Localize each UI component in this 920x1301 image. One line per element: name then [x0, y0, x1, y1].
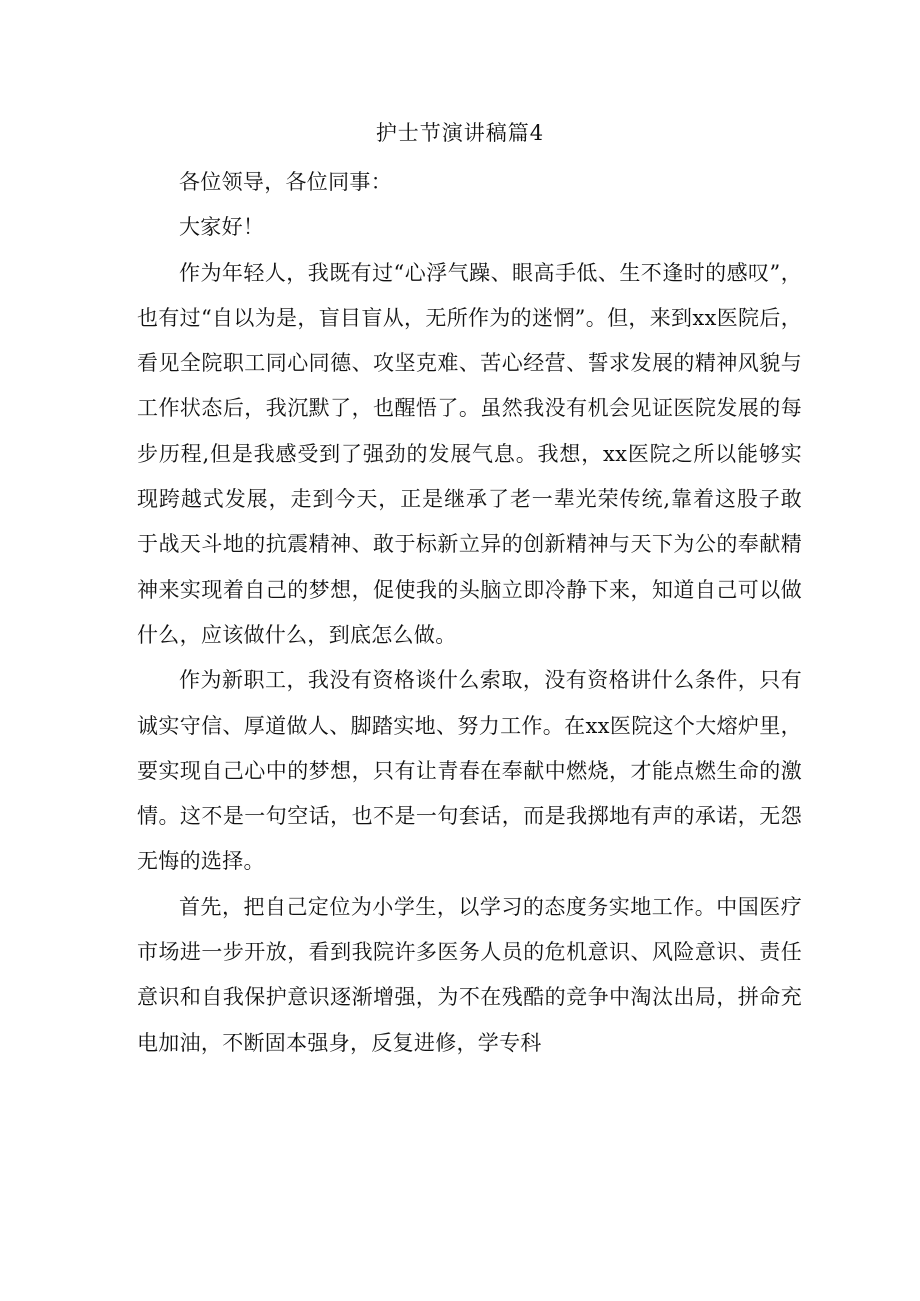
paragraph-greeting: 大家好！ [179, 215, 265, 240]
paragraph-1: 作为年轻人，我既有过“心浮气躁、眼高手低、生不逢时的感叹”，也有过“自以为是，盲目盲从，无所作为的迷惘”。但，来到xx医院后，看见全院职工同心同德、攻坚克难、苦心经营、誓求发展的精神风貌与工作状态后，我沉默了，也醒悟了。虽然我没有机会见证医院发展的每步历程,但是我感受到了强劲的发展气息。我想，xx医院之所以能够实现跨越式发展，走到今天，正是继承了老一辈光荣传统,靠着这股子敢于战天斗地的抗震精神、敢于标新立异的创新精神与天下为公的奉献精神来实现着自己的梦想，促使我的头脑立即冷静下来，知道自己可以做什么，应该做什么，到底怎么做。 [137, 260, 802, 647]
document-body [137, 160, 802, 1066]
document-title: 护士节演讲稿篇4 [375, 121, 545, 145]
paragraph-2: 作为新职工，我没有资格谈什么索取，没有资格讲什么条件，只有诚实守信、厚道做人、脚踏实地、努力工作。在xx医院这个大熔炉里，要实现自己心中的梦想，只有让青春在奉献中燃烧，才能点燃生命的激情。这不是一句空话，也不是一句套话，而是我掷地有声的承诺，无怨无悔的选择。 [137, 668, 802, 874]
paragraph-3: 首先，把自己定位为小学生，以学习的态度务实地工作。中国医疗市场进一步开放，看到我院许多医务人员的危机意识、风险意识、责任意识和自我保护意识逐渐增强，为不在残酷的竞争中淘汰出局，拼命充电加油，不断固本强身，反复进修，学专科 [137, 894, 802, 1055]
paragraph-salutation: 各位领导，各位同事： [179, 170, 392, 194]
